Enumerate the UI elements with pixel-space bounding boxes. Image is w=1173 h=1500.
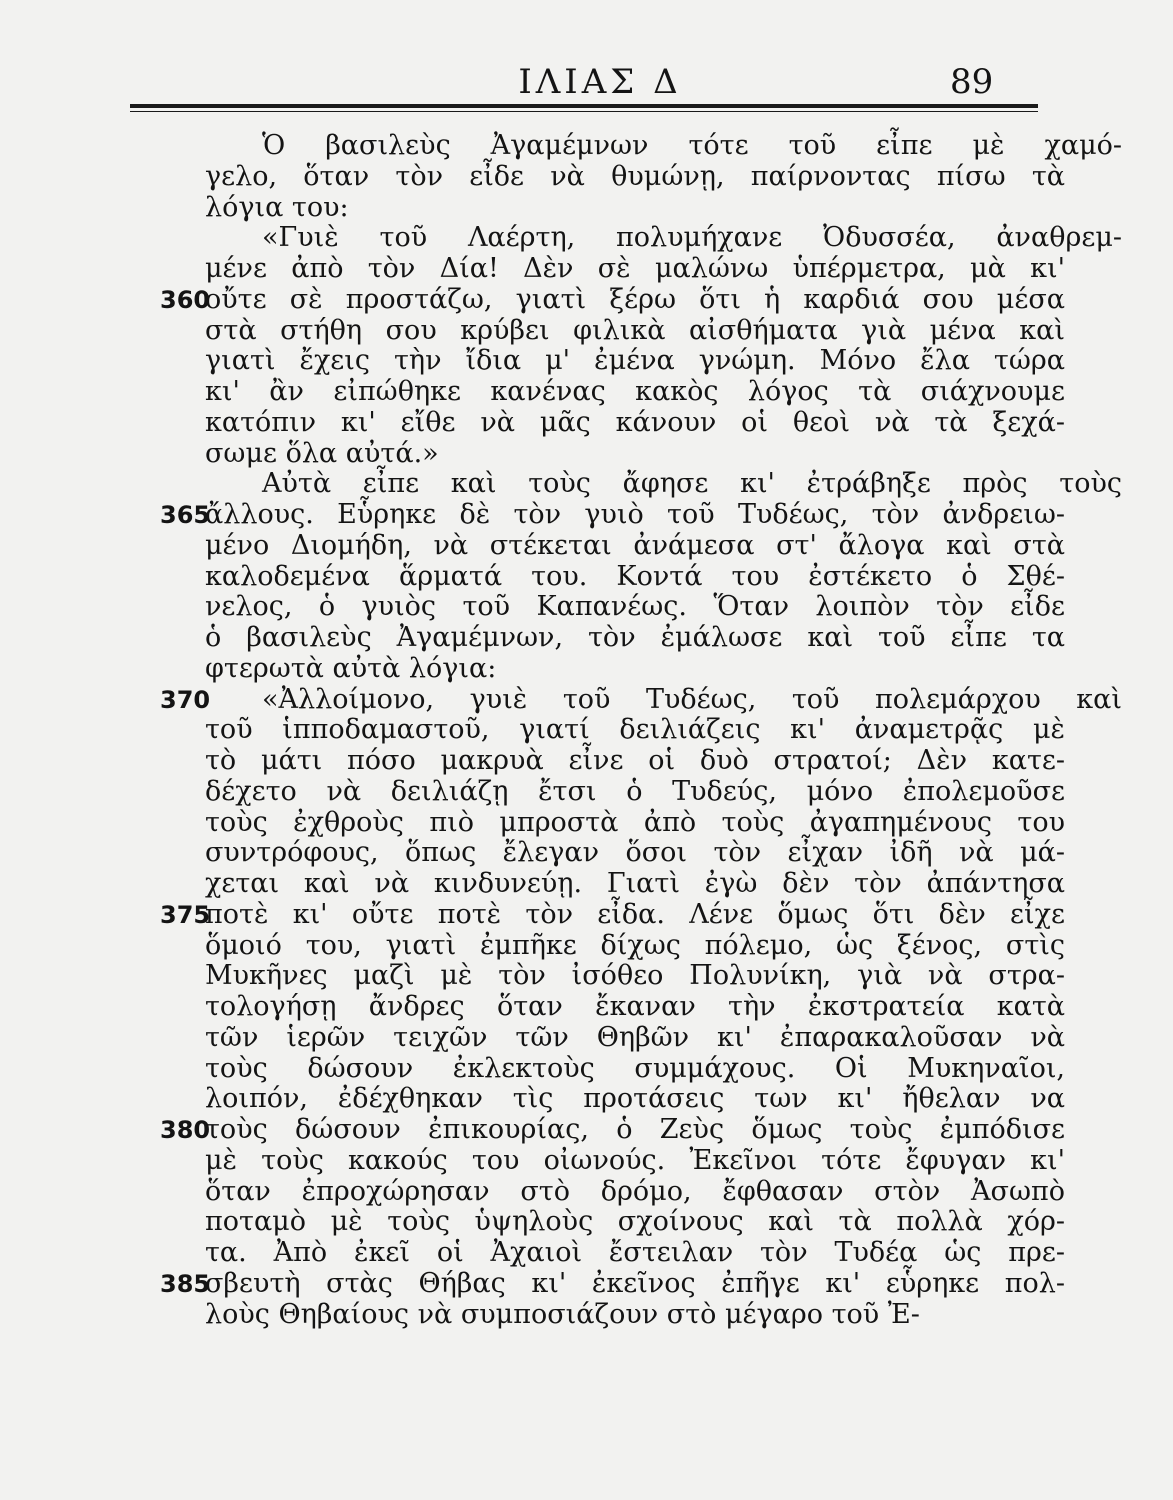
text-line xyxy=(0,1146,1173,1177)
text-line xyxy=(0,715,1173,746)
line-text: σωμε ὅλα αὐτά.» xyxy=(205,437,439,469)
verse-number: 380 xyxy=(160,1116,211,1144)
verse-number: 375 xyxy=(160,900,211,929)
line-text: γιατὶ ἔχεις τὴν ἴδια μ' ἐμένα γνώμη. Μόνο ἔλα τώρα xyxy=(205,345,1065,377)
line-text: τοῦ ἱπποδαμαστοῦ, γιατί δειλιάζεις κι' ἀναμετρᾷς μὲ xyxy=(205,714,1065,746)
text-line xyxy=(0,1207,1173,1238)
running-header-title: ΙΛΙΑΣ Δ xyxy=(518,62,682,102)
line-text: νελος, ὁ γυιὸς τοῦ Καπανέως. Ὅταν λοιπὸν τὸν εἶδε xyxy=(205,591,1065,623)
line-text: μένο Διομήδη, νὰ στέκεται ἀνάμεσα στ' ἄλογα καὶ στὰ xyxy=(205,529,1065,561)
text-line xyxy=(0,285,1173,316)
text-line xyxy=(0,1269,1173,1300)
line-text: «Ἀλλοίμονο, γυιὲ τοῦ Τυδέως, τοῦ πολεμάρχου καὶ xyxy=(262,683,1122,715)
line-text: ὅταν ἐπροχώρησαν στὸ δρόμο, ἔφθασαν στὸν Ἀσωπὸ xyxy=(205,1175,1065,1207)
text-line xyxy=(0,131,1173,162)
text-line xyxy=(0,746,1173,777)
text-line xyxy=(0,623,1173,654)
text-line xyxy=(0,654,1173,685)
text-line xyxy=(0,316,1173,347)
header-rule-thin xyxy=(130,111,1038,112)
line-text: συντρόφους, ὅπως ἔλεγαν ὅσοι τὸν εἶχαν ἰδῆ νὰ μά- xyxy=(205,837,1065,869)
text-line xyxy=(0,162,1173,193)
line-text: ὁ βασιλεὺς Ἀγαμέμνων, τὸν ἐμάλωσε καὶ τοῦ εἶπε τα xyxy=(205,622,1065,653)
text-line xyxy=(0,562,1173,593)
line-text: τοὺς δώσουν ἐπικουρίας, ὁ Ζεὺς ὅμως τοὺς ἐμπόδισε xyxy=(205,1114,1065,1145)
line-text: τοὺς δώσουν ἐκλεκτοὺς συμμάχους. Οἱ Μυκηναῖοι, xyxy=(205,1052,1065,1084)
page-number: 89 xyxy=(950,62,994,102)
line-text: τολογήσῃ ἄνδρες ὅταν ἔκαναν τὴν ἐκστρατεία κατὰ xyxy=(205,991,1065,1022)
text-line xyxy=(0,1238,1173,1269)
text-line xyxy=(0,900,1173,931)
text-line xyxy=(0,254,1173,285)
text-line xyxy=(0,838,1173,869)
line-text: ὅμοιό του, γιατὶ ἐμπῆκε δίχως πόλεμο, ὡς ξένος, στὶς xyxy=(205,929,1065,961)
text-line xyxy=(0,439,1173,470)
body-text xyxy=(0,131,1173,1330)
line-text: σβευτὴ στὰς Θήβας κι' ἐκεῖνος ἐπῆγε κι' εὗρηκε πολ- xyxy=(205,1267,1065,1299)
text-line xyxy=(0,777,1173,808)
line-text: κατόπιν κι' εἴθε νὰ μᾶς κάνουν οἱ θεοὶ νὰ τὰ ξεχά- xyxy=(205,406,1065,438)
text-line xyxy=(0,193,1173,224)
text-line xyxy=(0,992,1173,1023)
text-line xyxy=(0,1300,1173,1331)
text-line xyxy=(0,1177,1173,1208)
text-line xyxy=(0,808,1173,839)
text-line xyxy=(0,961,1173,992)
text-line xyxy=(0,869,1173,900)
line-text: κι' ἂν εἰπώθηκε κανένας κακὸς λόγος τὰ σιάχνουμε xyxy=(205,376,1065,407)
text-line xyxy=(0,685,1173,716)
line-text: στὰ στήθη σου κρύβει φιλικὰ αἰσθήματα γιὰ μένα καὶ xyxy=(205,314,1065,346)
text-line xyxy=(0,1023,1173,1054)
line-text: χεται καὶ νὰ κινδυνεύῃ. Γιατὶ ἐγὼ δὲν τὸν ἀπάντησα xyxy=(205,868,1065,899)
line-text: ποταμὸ μὲ τοὺς ὑψηλοὺς σχοίνους καὶ τὰ πολλὰ χόρ- xyxy=(205,1206,1065,1238)
verse-number: 385 xyxy=(160,1269,211,1298)
line-text: καλοδεμένα ἅρματά του. Κοντά του ἐστέκετο ὁ Σθέ- xyxy=(205,560,1065,592)
line-text: τῶν ἱερῶν τειχῶν τῶν Θηβῶν κι' ἐπαρακαλοῦσαν νὰ xyxy=(205,1021,1065,1053)
text-line xyxy=(0,592,1173,623)
line-text: φτερωτὰ αὐτὰ λόγια: xyxy=(205,652,497,684)
line-text: «Γυιὲ τοῦ Λαέρτη, πολυμήχανε Ὀδυσσέα, ἀναθρεμ- xyxy=(262,222,1122,254)
line-text: οὔτε σὲ προστάζω, γιατὶ ξέρω ὅτι ἡ καρδιά σου μέσα xyxy=(205,283,1065,315)
verse-number: 365 xyxy=(160,501,211,529)
verse-number: 370 xyxy=(160,685,211,714)
text-line xyxy=(0,223,1173,254)
line-text: ἄλλους. Εὗρηκε δὲ τὸν γυιὸ τοῦ Τυδέως, τὸν ἀνδρειω- xyxy=(205,499,1065,530)
line-text: τοὺς ἐχθροὺς πιὸ μπροστὰ ἀπὸ τοὺς ἀγαπημένους του xyxy=(205,806,1065,838)
text-line xyxy=(0,1084,1173,1115)
header-rule xyxy=(130,104,1038,108)
text-line xyxy=(0,408,1173,439)
line-text: λόγια του: xyxy=(205,191,349,223)
text-line xyxy=(0,531,1173,562)
line-text: γελο, ὅταν τὸν εἶδε νὰ θυμώνῃ, παίρνοντας πίσω τὰ xyxy=(205,160,1065,192)
line-text: λοιπόν, ἐδέχθηκαν τὶς προτάσεις των κι' ἤθελαν να xyxy=(205,1083,1065,1115)
text-line xyxy=(0,931,1173,962)
line-text: τὸ μάτι πόσο μακρυὰ εἶνε οἱ δυὸ στρατοί; Δὲν κατε- xyxy=(205,745,1065,776)
line-text: λοὺς Θηβαίους νὰ συμποσιάζουν στὸ μέγαρο τοῦ Ἐ- xyxy=(205,1298,920,1330)
verse-number: 360 xyxy=(160,285,211,314)
line-text: Μυκῆνες μαζὶ μὲ τὸν ἰσόθεο Πολυνίκη, γιὰ νὰ στρα- xyxy=(205,960,1065,992)
line-text: ποτὲ κι' οὔτε ποτὲ τὸν εἶδα. Λένε ὅμως ὅτι δὲν εἶχε xyxy=(205,898,1065,930)
text-line xyxy=(0,1115,1173,1146)
text-line xyxy=(0,1054,1173,1085)
line-text: Αὐτὰ εἶπε καὶ τοὺς ἄφησε κι' ἐτράβηξε πρὸς τοὺς xyxy=(262,468,1122,500)
text-line xyxy=(0,377,1173,408)
text-line xyxy=(0,346,1173,377)
line-text: μένε ἀπὸ τὸν Δία! Δὲν σὲ μαλώνω ὑπέρμετρα, μὰ κι' xyxy=(205,253,1065,284)
text-line xyxy=(0,469,1173,500)
text-line xyxy=(0,500,1173,531)
line-text: τα. Ἀπὸ ἐκεῖ οἱ Ἀχαιοὶ ἔστειλαν τὸν Τυδέα ὡς πρε- xyxy=(205,1237,1065,1268)
line-text: Ὁ βασιλεὺς Ἀγαμέμνων τότε τοῦ εἶπε μὲ χαμό- xyxy=(262,130,1122,161)
line-text: μὲ τοὺς κακούς του οἰωνούς. Ἐκεῖνοι τότε ἔφυγαν κι' xyxy=(205,1144,1065,1176)
line-text: δέχετο νὰ δειλιάζῃ ἔτσι ὁ Τυδεύς, μόνο ἐπολεμοῦσε xyxy=(205,775,1065,807)
